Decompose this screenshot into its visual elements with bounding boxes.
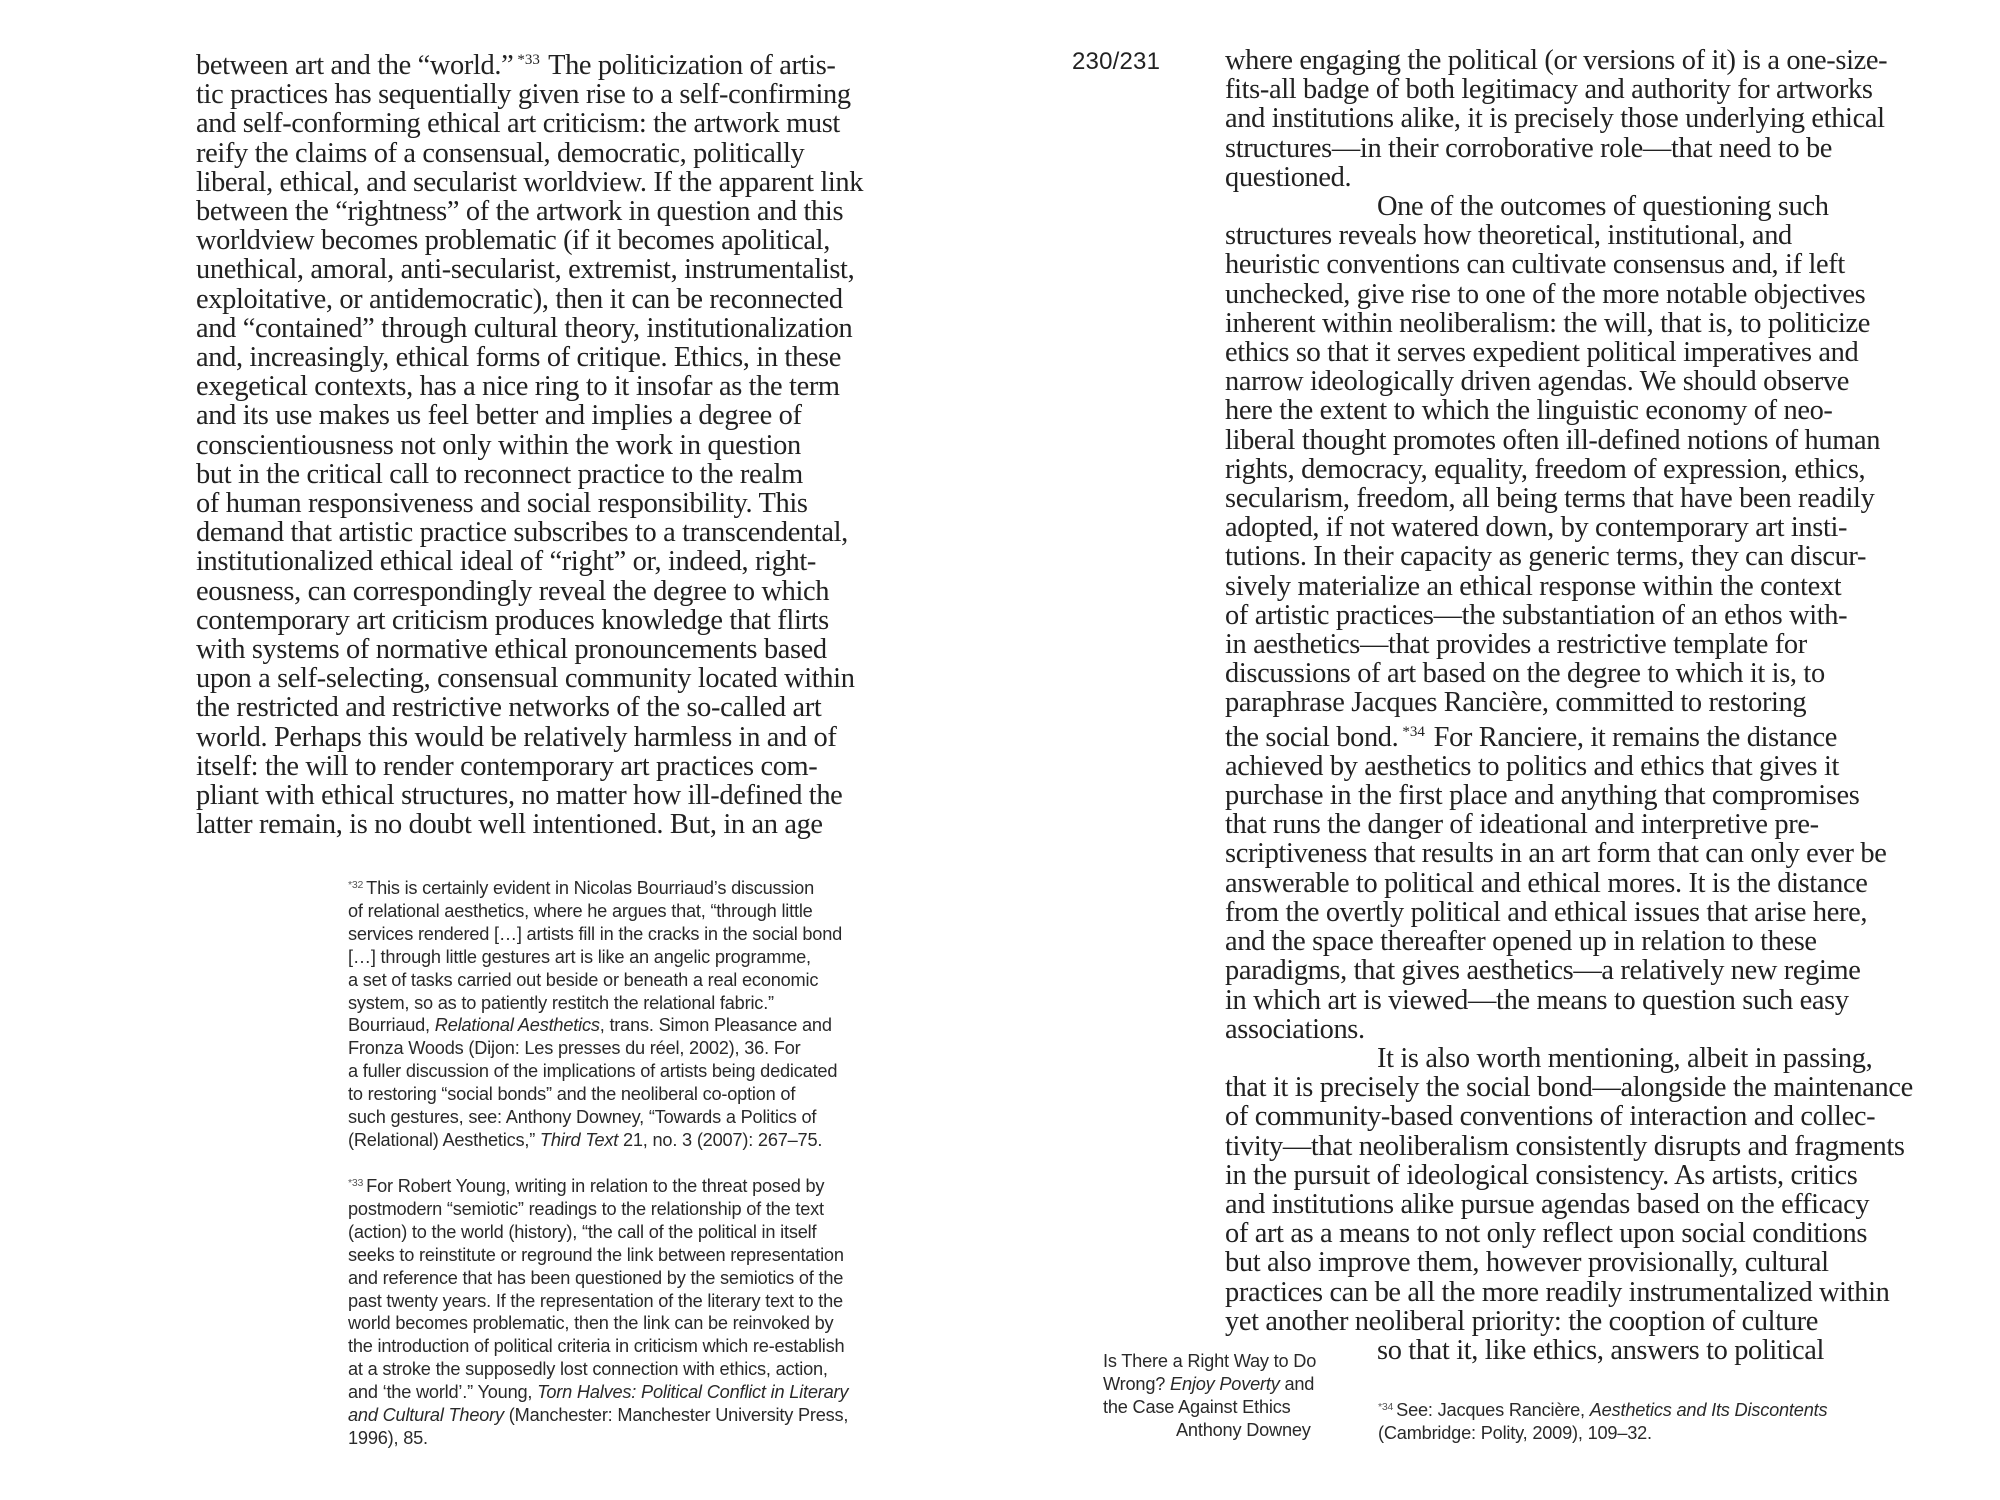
- text-line: itself: the will to render contemporary art practices com-: [196, 750, 818, 782]
- text-line: answerable to political and ethical mores. It is the distance: [1225, 867, 1868, 899]
- footnote-marker: *34: [1378, 1401, 1394, 1413]
- text-line: It is also worth mentioning, albeit in passing,: [1377, 1042, 1873, 1074]
- footnote-line: services rendered […] artists fill in the cracks in the social bond: [348, 923, 843, 944]
- footnote-line: $^{*34}$ See: Jacques Rancière, Aesthetics and Its Discontents: [1378, 1400, 1828, 1420]
- footnote-line: seeks to reinstitute or reground the link between representation: [348, 1244, 844, 1265]
- left-body-text: [196, 46, 863, 839]
- text-line: One of the outcomes of questioning such: [1377, 191, 1829, 223]
- footnote-line: (Cambridge: Polity, 2009), 109–32.: [1378, 1422, 1652, 1443]
- text-line: from the overtly political and ethical issues that arise here,: [1225, 896, 1868, 928]
- footnote-marker: *33: [348, 1177, 364, 1189]
- text-line: here the extent to which the linguistic economy of neo-: [1225, 395, 1833, 427]
- text-line: and self-conforming ethical art criticism: the artwork must: [196, 108, 840, 140]
- text-line: the social bond. $^{*34}$ For Ranciere, it remains the distance: [1225, 721, 1837, 753]
- footnote-line: postmodern “semiotic” readings to the relationship of the text: [348, 1198, 824, 1219]
- footnote-line: and reference that has been questioned by the semiotics of the: [348, 1267, 844, 1288]
- text-line: and, increasingly, ethical forms of critique. Ethics, in these: [196, 342, 842, 374]
- text-line: exegetical contexts, has a nice ring to it insofar as the term: [196, 371, 840, 403]
- text-line: that it is precisely the social bond—alongside the maintenance: [1225, 1072, 1913, 1104]
- right-page: [1000, 0, 2000, 1500]
- text-line: demand that artistic practice subscribes to a transcendental,: [196, 517, 848, 549]
- footnote-line: to restoring “social bonds” and the neoliberal co-option of: [348, 1084, 796, 1105]
- text-line: with systems of normative ethical pronouncements based: [196, 634, 827, 666]
- text-line: heuristic conventions can cultivate consensus and, if left: [1225, 249, 1845, 281]
- running-head-italic-title: Enjoy Poverty: [1170, 1374, 1280, 1394]
- footnote-33: [348, 1172, 848, 1450]
- footnote-line: (Relational) Aesthetics,” Third Text 21, no. 3 (2007): 267–75.: [348, 1129, 823, 1150]
- running-head-author: Anthony Downey: [1176, 1420, 1311, 1440]
- text-line: world. Perhaps this would be relatively harmless in and of: [196, 721, 837, 753]
- text-line: unchecked, give rise to one of the more notable objectives: [1225, 278, 1866, 310]
- text-line: discussions of art based on the degree to which it is, to: [1225, 658, 1825, 690]
- text-line: paraphrase Jacques Rancière, committed to restoring: [1225, 687, 1807, 719]
- text-line: inherent within neoliberalism: the will, that is, to politicize: [1225, 307, 1870, 339]
- footnote-line: such gestures, see: Anthony Downey, “Towards a Politics of: [348, 1107, 817, 1128]
- text-line: sively materialize an ethical response within the context: [1225, 570, 1842, 602]
- text-line: yet another neoliberal priority: the cooption of culture: [1225, 1305, 1818, 1337]
- footnote-line: Fronza Woods (Dijon: Les presses du réel, 2002), 36. For: [348, 1038, 801, 1059]
- footnote-32: [348, 874, 842, 1152]
- text-line: and institutions alike pursue agendas based on the efficacy: [1225, 1188, 1870, 1220]
- italic-title: Aesthetics and Its Discontents: [1589, 1400, 1828, 1420]
- footnote-line: past twenty years. If the representation of the literary text to the: [348, 1290, 843, 1311]
- running-head-text: and: [1279, 1374, 1315, 1394]
- text-line: upon a self-selecting, consensual community located within: [196, 663, 855, 695]
- text-line: structures reveals how theoretical, institutional, and: [1225, 220, 1792, 252]
- text-line: and institutions alike, it is precisely those underlying ethical: [1225, 103, 1885, 135]
- running-head-title-line-1: Is There a Right Way to Do: [1103, 1351, 1317, 1371]
- right-body-text: [1225, 46, 1913, 1365]
- footnote-line: system, so as to patiently restitch the relational fabric.”: [348, 992, 774, 1013]
- running-head-text: Wrong?: [1103, 1374, 1171, 1394]
- text-line: purchase in the first place and anything that compromises: [1225, 780, 1860, 812]
- footnote-line: of relational aesthetics, where he argues that, “through little: [348, 900, 813, 921]
- text-line: exploitative, or antidemocratic), then it can be reconnected: [196, 283, 843, 315]
- text-line: unethical, amoral, anti-secularist, extremist, instrumentalist,: [196, 254, 855, 286]
- footnote-line: a set of tasks carried out beside or beneath a real economic: [348, 969, 819, 990]
- text-line: fits-all badge of both legitimacy and authority for artworks: [1225, 74, 1873, 106]
- text-line: worldview becomes problematic (if it becomes apolitical,: [196, 225, 830, 257]
- text-line: but in the critical call to reconnect practice to the realm: [196, 458, 803, 490]
- text-line: that runs the danger of ideational and interpretive pre-: [1225, 809, 1819, 841]
- footnote-line: $^{*32}$ This is certainly evident in Nicolas Bourriaud’s discussion: [348, 878, 814, 898]
- italic-title: Torn Halves: Political Conflict in Literary: [537, 1382, 849, 1403]
- text-line: rights, democracy, equality, freedom of expression, ethics,: [1225, 453, 1866, 485]
- footnote-34: [1378, 1396, 1827, 1445]
- text-line: institutionalized ethical ideal of “right” or, indeed, right-: [196, 546, 817, 578]
- footnote-line: $^{*33}$ For Robert Young, writing in relation to the threat posed by: [348, 1176, 825, 1196]
- text-line: in aesthetics—that provides a restrictive template for: [1225, 629, 1807, 661]
- footnote-reference[interactable]: *34: [1402, 723, 1425, 740]
- text-line: between art and the “world.” $^{*33}$ The politicization of artis-: [196, 50, 836, 81]
- text-line: in the pursuit of ideological consistency. As artists, critics: [1225, 1159, 1858, 1191]
- footnote-line: […] through little gestures art is like an angelic programme,: [348, 946, 811, 967]
- text-line: of human responsiveness and social responsibility. This: [196, 488, 808, 520]
- text-line: the restricted and restrictive networks of the so-called art: [196, 692, 822, 724]
- text-line: questioned.: [1225, 161, 1352, 193]
- text-line: eousness, can correspondingly reveal the degree to which: [196, 575, 830, 607]
- text-line: but also improve them, however provisionally, cultural: [1225, 1247, 1829, 1279]
- footnote-line: the introduction of political criteria in criticism which re-establish: [348, 1336, 845, 1357]
- text-line: in which art is viewed—the means to question such easy: [1225, 984, 1849, 1016]
- italic-title: Third Text: [539, 1129, 619, 1150]
- footnote-line: a fuller discussion of the implications of artists being dedicated: [348, 1061, 838, 1082]
- text-line: structures—in their corroborative role—that need to be: [1225, 132, 1833, 164]
- footnote-line: Bourriaud, Relational Aesthetics, trans. Simon Pleasance and: [348, 1015, 832, 1036]
- text-line: tivity—that neoliberalism consistently disrupts and fragments: [1225, 1130, 1905, 1162]
- text-line: contemporary art criticism produces knowledge that flirts: [196, 604, 829, 636]
- footnote-line: at a stroke the supposedly lost connection with ethics, action,: [348, 1359, 828, 1380]
- text-line: adopted, if not watered down, by contemporary art insti-: [1225, 512, 1848, 544]
- italic-title: and Cultural Theory: [348, 1405, 504, 1426]
- running-head-title-line-3: the Case Against Ethics: [1103, 1397, 1291, 1417]
- text-line: tic practices has sequentially given rise to a self-confirming: [196, 79, 851, 111]
- footnote-line: and Cultural Theory (Manchester: Manchester University Press,: [348, 1405, 849, 1426]
- text-line: and the space thereafter opened up in relation to these: [1225, 926, 1817, 958]
- text-line: pliant with ethical structures, no matter how ill-defined the: [196, 780, 843, 812]
- text-line: paradigms, that gives aesthetics—a relatively new regime: [1225, 955, 1861, 987]
- footnote-line: world becomes problematic, then the link can be reinvoked by: [348, 1313, 834, 1334]
- text-line: secularism, freedom, all being terms that have been readily: [1225, 483, 1875, 515]
- text-line: associations.: [1225, 1013, 1365, 1045]
- text-line: liberal, ethical, and secularist worldview. If the apparent link: [196, 166, 864, 198]
- text-line: reify the claims of a consensual, democratic, politically: [196, 137, 805, 169]
- footnote-marker: *32: [348, 879, 364, 891]
- italic-title: Relational Aesthetics: [434, 1015, 600, 1036]
- running-head-title-line-2: [1103, 1373, 1316, 1396]
- text-line: tutions. In their capacity as generic terms, they can discur-: [1225, 541, 1867, 573]
- text-line: achieved by aesthetics to politics and ethics that gives it: [1225, 750, 1840, 782]
- running-head: [1103, 1350, 1316, 1442]
- text-line: ethics so that it serves expedient political imperatives and: [1225, 337, 1859, 369]
- footnote-line: 1996), 85.: [348, 1427, 428, 1448]
- page-numbers: 230/231: [1072, 48, 1161, 75]
- text-line: between the “rightness” of the artwork in question and this: [196, 196, 844, 228]
- text-line: scriptiveness that results in an art form that can only ever be: [1225, 838, 1887, 870]
- footnote-line: and ‘the world’.” Young, Torn Halves: Political Conflict in Literary: [348, 1382, 849, 1403]
- text-line: so that it, like ethics, answers to political: [1377, 1334, 1825, 1366]
- text-line: of community-based conventions of interaction and collec-: [1225, 1101, 1876, 1133]
- text-line: of artistic practices—the substantiation of an ethos with-: [1225, 599, 1848, 631]
- footnote-reference[interactable]: *33: [517, 52, 540, 68]
- text-line: where engaging the political (or versions of it) is a one-size-: [1225, 45, 1888, 76]
- text-line: narrow ideologically driven agendas. We should observe: [1225, 366, 1849, 398]
- text-line: and its use makes us feel better and implies a degree of: [196, 400, 802, 432]
- text-line: conscientiousness not only within the work in question: [196, 429, 801, 461]
- footnote-line: (action) to the world (history), “the call of the political in itself: [348, 1221, 817, 1242]
- text-line: liberal thought promotes often ill-defined notions of human: [1225, 424, 1881, 456]
- text-line: practices can be all the more readily instrumentalized within: [1225, 1276, 1890, 1308]
- text-line: and “contained” through cultural theory, institutionalization: [196, 312, 853, 344]
- text-line: latter remain, is no doubt well intentioned. But, in an age: [196, 809, 823, 841]
- text-line: of art as a means to not only reflect upon social conditions: [1225, 1218, 1868, 1250]
